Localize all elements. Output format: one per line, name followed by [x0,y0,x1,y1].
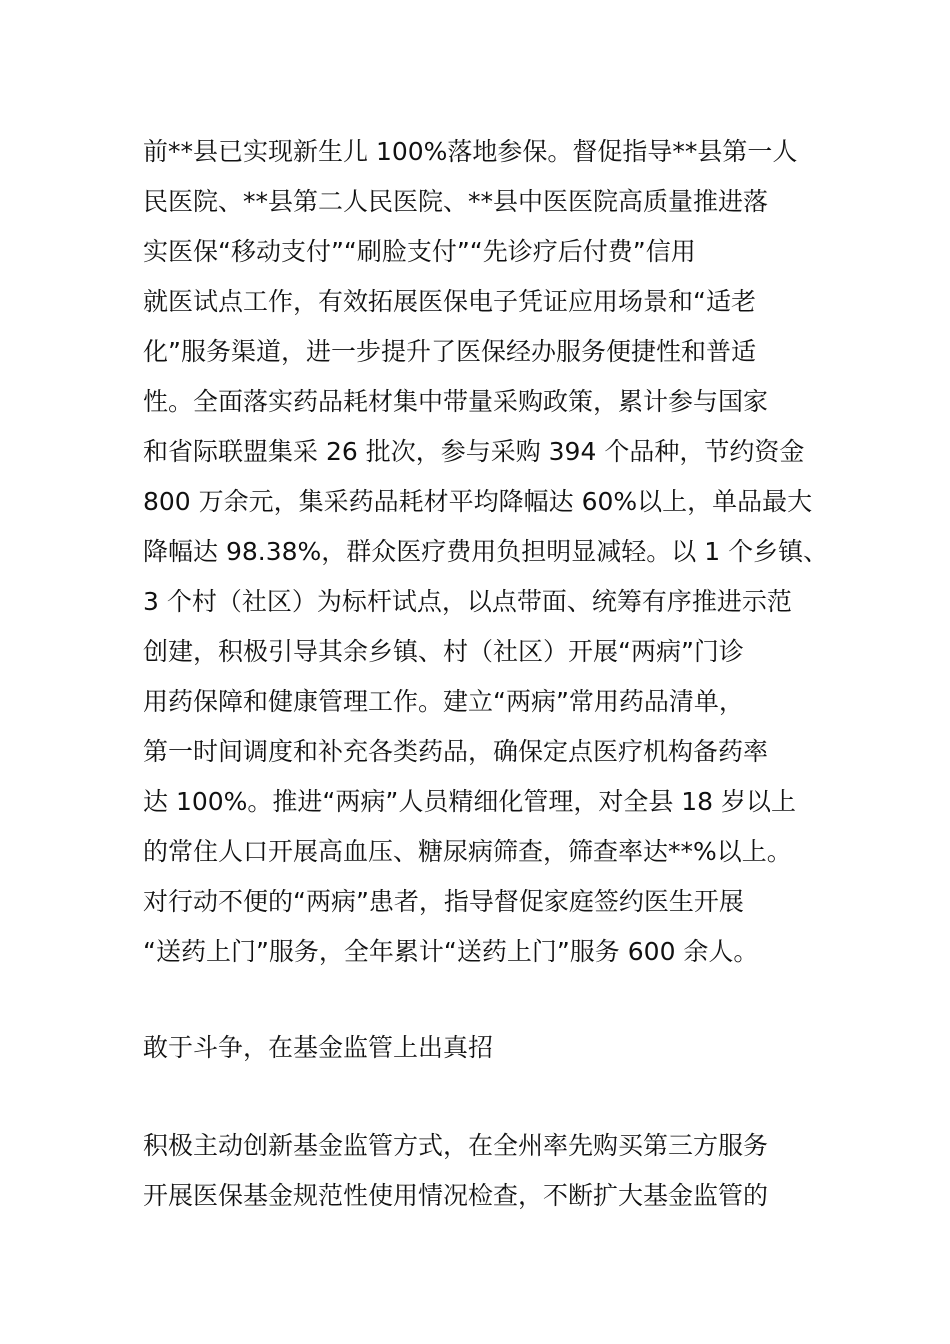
paragraph-line: 创建，积极引导其余乡镇、村（社区）开展“两病”门诊 [143,637,744,666]
section-heading-text: 敢于斗争，在基金监管上出真招 [143,1033,494,1062]
paragraph-line: 就医试点工作，有效拓展医保电子凭证应用场景和“适老 [143,287,756,316]
section-heading [143,1023,823,1073]
paragraph-line: 性。全面落实药品耗材集中带量采购政策，累计参与国家 [143,387,769,416]
paragraph-line: 化”服务渠道，进一步提升了医保经办服务便捷性和普适 [143,337,756,366]
paragraph-line: 达 100%。推进“两病”人员精细化管理，对全县 18 岁以上 [143,787,797,816]
paragraph-line: 第一时间调度和补充各类药品，确保定点医疗机构备药率 [143,737,769,766]
paragraph-line: 实医保“移动支付”“刷脸支付”“先诊疗后付费”信用 [143,237,696,266]
paragraph-line: 民医院、**县第二人民医院、**县中医医院高质量推进落 [143,187,769,216]
body-paragraph [143,127,829,977]
body-paragraph [143,1121,823,1221]
paragraph-line: 和省际联盟集采 26 批次，参与采购 394 个品种，节约资金 [143,437,805,466]
paragraph-line: “送药上门”服务，全年累计“送药上门”服务 600 余人。 [143,937,759,966]
paragraph-line: 对行动不便的“两病”患者，指导督促家庭签约医生开展 [143,887,744,916]
paragraph-line: 前**县已实现新生儿 100%落地参保。督促指导**县第一人 [143,137,798,166]
paragraph-line: 积极主动创新基金监管方式，在全州率先购买第三方服务 [143,1131,769,1160]
paragraph-line: 800 万余元，集采药品耗材平均降幅达 60%以上，单品最大 [143,487,813,516]
paragraph-line: 3 个村（社区）为标杆试点，以点带面、统筹有序推进示范 [143,587,792,616]
paragraph-line: 的常住人口开展高血压、糖尿病筛查，筛查率达**%以上。 [143,837,792,866]
paragraph-line: 用药保障和健康管理工作。建立“两病”常用药品清单， [143,687,744,716]
paragraph-line: 开展医保基金规范性使用情况检查，不断扩大基金监管的 [143,1181,769,1210]
paragraph-line: 降幅达 98.38%，群众医疗费用负担明显减轻。以 1 个乡镇、 [143,537,829,566]
